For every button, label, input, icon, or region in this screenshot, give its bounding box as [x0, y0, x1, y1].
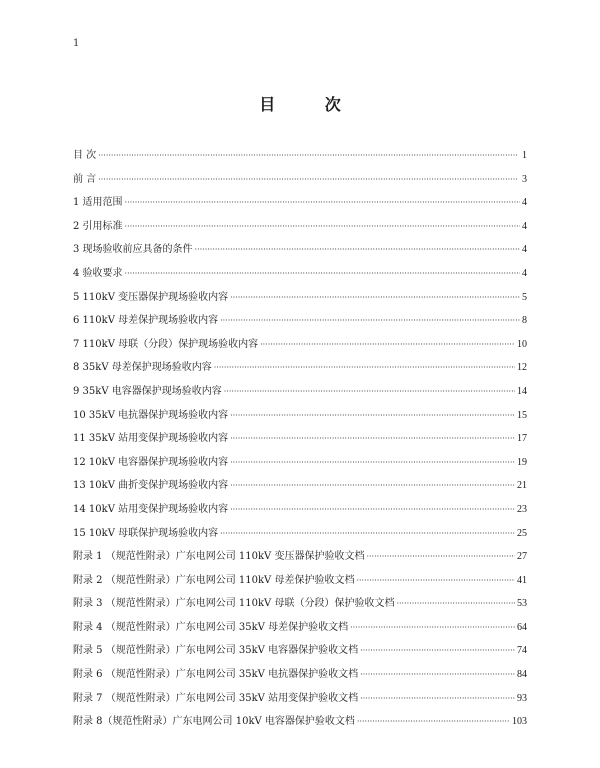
- toc-entry-page: 10: [517, 338, 527, 350]
- toc-leader: [350, 623, 515, 632]
- toc-entry-label: 5 110kV 变压器保护现场验收内容: [73, 291, 229, 303]
- toc-entry-label: 附录 4 （规范性附录）广东电网公司 35kV 母差保护验收文档: [73, 621, 349, 633]
- toc-entry[interactable]: [73, 311, 527, 335]
- toc-entry-page: 8: [522, 315, 527, 327]
- toc-leader: [357, 717, 510, 726]
- toc-entry-page: 27: [517, 551, 527, 563]
- toc-entry[interactable]: [73, 500, 527, 524]
- toc-leader: [356, 576, 515, 585]
- toc-entry[interactable]: [73, 547, 527, 571]
- table-of-contents: [73, 146, 527, 736]
- toc-entry[interactable]: [73, 382, 527, 406]
- toc-leader: [366, 552, 515, 561]
- toc-leader: [360, 694, 515, 703]
- toc-entry-label: 2 引用标准: [73, 220, 123, 232]
- toc-entry-label: 10 35kV 电抗器保护现场验收内容: [73, 409, 229, 421]
- toc-leader: [98, 175, 520, 184]
- toc-leader: [125, 269, 520, 278]
- toc-leader: [230, 293, 520, 302]
- toc-entry-label: 附录 3 （规范性附录）广东电网公司 110kV 母联（分段）保护验收文档: [73, 598, 395, 610]
- toc-entry-label: 13 10kV 曲折变保护现场验收内容: [73, 480, 229, 492]
- toc-leader: [260, 340, 515, 349]
- toc-entry-page: 5: [522, 291, 527, 303]
- toc-entry-label: 附录 7 （规范性附录）广东电网公司 35kV 站用变保护验收文档: [73, 692, 359, 704]
- toc-entry-page: 1: [522, 150, 527, 161]
- toc-entry-label: 12 10kV 电容器保护现场验收内容: [73, 456, 229, 468]
- toc-entry-label: 1 适用范围: [73, 197, 123, 209]
- toc-entry-page: 103: [512, 716, 527, 728]
- toc-entry-page: 4: [522, 267, 527, 279]
- toc-leader: [230, 505, 515, 514]
- toc-entry-label: 附录 2 （规范性附录）广东电网公司 110kV 母差保护验收文档: [73, 574, 355, 586]
- toc-entry[interactable]: [73, 406, 527, 430]
- toc-entry[interactable]: [73, 429, 527, 453]
- toc-entry[interactable]: [73, 453, 527, 477]
- toc-entry-label: 7 110kV 母联（分段）保护现场验收内容: [73, 338, 259, 350]
- toc-leader: [220, 529, 515, 538]
- toc-leader: [360, 670, 515, 679]
- toc-entry-page: 19: [517, 456, 527, 468]
- toc-entry[interactable]: [73, 170, 527, 194]
- toc-leader: [125, 198, 520, 207]
- toc-entry-page: 4: [522, 220, 527, 232]
- toc-entry-label: 6 110kV 母差保护现场验收内容: [73, 315, 219, 327]
- toc-entry[interactable]: [73, 264, 527, 288]
- toc-entry-label: 9 35kV 电容器保护现场验收内容: [73, 385, 222, 397]
- toc-entry[interactable]: [73, 641, 527, 665]
- toc-entry-label: 11 35kV 站用变保护现场验收内容: [73, 433, 229, 445]
- toc-leader: [396, 599, 515, 608]
- toc-leader: [360, 646, 515, 655]
- toc-entry-label: 附录 1 （规范性附录）广东电网公司 110kV 变压器保护验收文档: [73, 551, 365, 563]
- toc-entry[interactable]: [73, 571, 527, 595]
- page-marker: 1: [73, 38, 80, 49]
- toc-leader: [195, 245, 520, 254]
- toc-entry[interactable]: [73, 240, 527, 264]
- toc-entry-label: 3 现场验收前应具备的条件: [73, 244, 193, 256]
- toc-entry-page: 53: [517, 598, 527, 610]
- toc-entry[interactable]: [73, 594, 527, 618]
- toc-entry-page: 64: [517, 621, 527, 633]
- toc-entry-label: 4 验收要求: [73, 267, 123, 279]
- toc-entry-page: 15: [517, 409, 527, 421]
- toc-entry[interactable]: [73, 618, 527, 642]
- toc-leader: [98, 151, 520, 160]
- toc-entry-page: 41: [517, 574, 527, 586]
- toc-entry-label: 附录 6 （规范性附录）广东电网公司 35kV 电抗器保护验收文档: [73, 669, 359, 681]
- toc-entry[interactable]: [73, 217, 527, 241]
- toc-entry[interactable]: [73, 335, 527, 359]
- toc-entry[interactable]: [73, 288, 527, 312]
- toc-entry-label: 附录 5 （规范性附录）广东电网公司 35kV 电容器保护验收文档: [73, 645, 359, 657]
- toc-entry[interactable]: [73, 476, 527, 500]
- toc-entry-label: 14 10kV 站用变保护现场验收内容: [73, 503, 229, 515]
- toc-leader: [125, 222, 520, 231]
- toc-entry-page: 74: [517, 645, 527, 657]
- toc-entry-page: 12: [517, 362, 527, 374]
- toc-entry[interactable]: [73, 358, 527, 382]
- toc-entry[interactable]: [73, 193, 527, 217]
- toc-entry-page: 4: [522, 244, 527, 256]
- toc-leader: [230, 411, 515, 420]
- toc-entry-page: 4: [522, 197, 527, 209]
- toc-entry-label: 8 35kV 母差保护现场验收内容: [73, 362, 212, 374]
- toc-entry[interactable]: [73, 524, 527, 548]
- toc-entry[interactable]: [73, 689, 527, 713]
- toc-leader: [230, 458, 515, 467]
- toc-entry-page: 93: [517, 692, 527, 704]
- toc-entry-page: 3: [522, 173, 527, 185]
- toc-entry-page: 23: [517, 503, 527, 515]
- toc-leader: [220, 316, 520, 325]
- toc-entry-label: 附录 8（规范性附录）广东电网公司 10kV 电容器保护验收文档: [73, 716, 355, 728]
- toc-entry[interactable]: [73, 712, 527, 736]
- toc-entry-page: 25: [517, 527, 527, 539]
- toc-entry-label: 前 言: [73, 173, 97, 185]
- toc-entry-label: 目 次: [73, 150, 97, 161]
- toc-entry-page: 84: [517, 669, 527, 681]
- toc-entry[interactable]: [73, 146, 527, 170]
- page-title: 目 次: [259, 95, 363, 114]
- toc-leader: [230, 481, 515, 490]
- toc-entry-page: 17: [517, 433, 527, 445]
- toc-leader: [214, 363, 515, 372]
- toc-entry-page: 21: [517, 480, 527, 492]
- toc-leader: [224, 387, 515, 396]
- toc-leader: [230, 434, 515, 443]
- toc-entry[interactable]: [73, 665, 527, 689]
- toc-entry-label: 15 10kV 母联保护现场验收内容: [73, 527, 219, 539]
- toc-entry-page: 14: [517, 385, 527, 397]
